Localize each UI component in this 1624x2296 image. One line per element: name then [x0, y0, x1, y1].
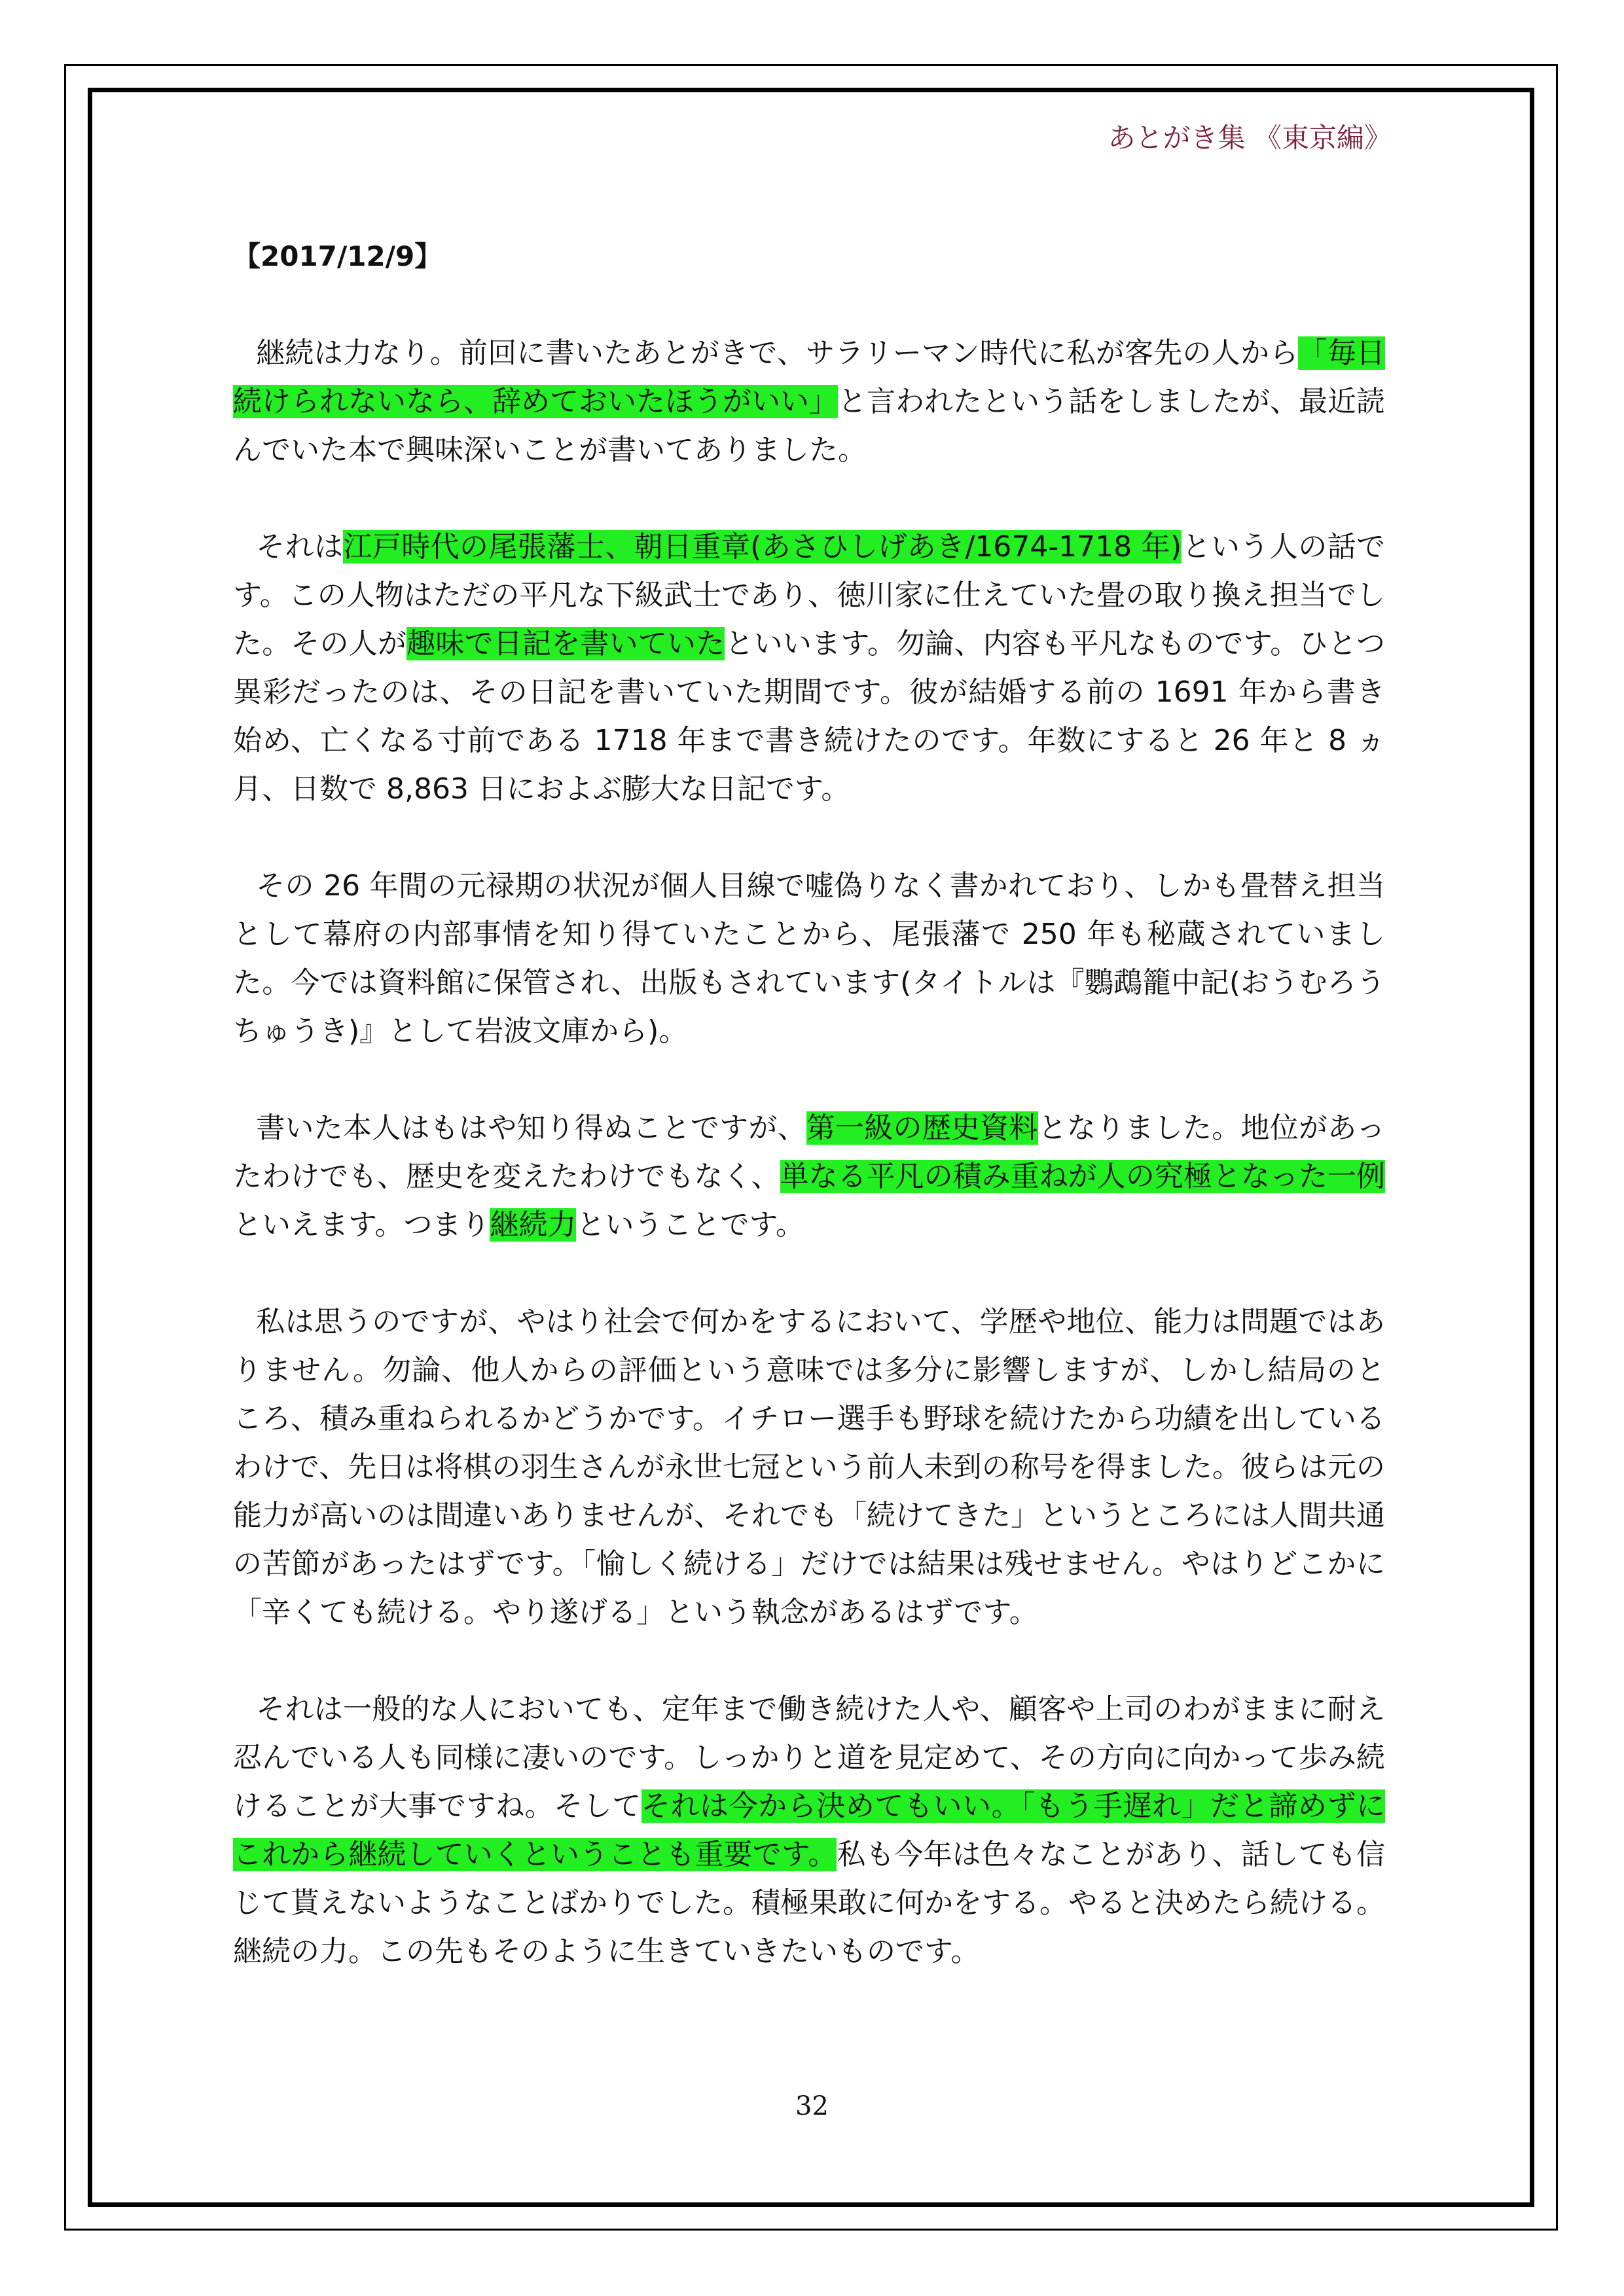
article-body — [233, 232, 1385, 1976]
paragraph-text: 私は思うのですが、やはり社会で何かをするにおいて、学歴や地位、能力は問題ではありません。勿論、他人からの評価という意味では多分に影響しますが、しかし結局のところ、積み重ねられるかどうかです。イチロー選手も野球を続けたから功績を出しているわけで、先日は将棋の羽生さんが永世七冠という前人未到の称号を得ました。彼らは元の能力が高いのは間違いありませんが、それでも「続けてきた」というところには人間共通の苦節があったはずです。「愉しく続ける」だけでは結果は残せません。やはりどこかに「辛くても続ける。やり遂げる」という執念があるはずです。 — [233, 1305, 1385, 1629]
paragraph-text: それは一般的な人においても、定年まで働き続けた人や、顧客や上司のわがままに耐え忍んでいる人も同様に凄いのです。しっかりと道を見定めて、その方向に向かって歩み続けることが大事ですね。そして — [233, 1693, 1385, 1823]
paragraph-6 — [233, 1685, 1385, 1976]
highlighted-text: 第一級の歴史資料 — [806, 1111, 1038, 1145]
highlighted-text: 「毎日続けられないなら、辞めておいたほうがいい」 — [233, 336, 1385, 418]
paragraph-text: 私も今年は色々なことがあり、話しても信じて貰えないようなことばかりでした。積極果敢に何かをする。やると決めたら続ける。継続の力。この先もそのように生きていきたいものです。 — [233, 1838, 1385, 1968]
paragraph-text: それは — [256, 530, 344, 564]
paragraph-3 — [233, 862, 1385, 1056]
paragraph-4 — [233, 1104, 1385, 1249]
highlighted-text: 継続力 — [490, 1208, 577, 1242]
paragraph-text: ということです。 — [576, 1208, 804, 1242]
highlighted-text: 趣味で日記を書いていた — [406, 627, 725, 660]
paragraph-1 — [233, 329, 1385, 475]
page-number: 32 — [795, 2091, 829, 2121]
running-header: あとがき集 《東京編》 — [1108, 122, 1392, 154]
paragraph-5 — [233, 1298, 1385, 1637]
highlighted-text: 単なる平凡の積み重ねが人の究極となった一例 — [780, 1160, 1385, 1193]
paragraph-text: といえます。つまり — [233, 1208, 490, 1242]
paragraph-text: 書いた本人はもはや知り得ぬことですが、 — [256, 1111, 806, 1145]
highlighted-text: それは今から決めてもいい。「もう手遅れ」だと諦めずにこれから継続していくということも重要です。 — [233, 1789, 1386, 1871]
paragraph-2 — [233, 523, 1385, 814]
paragraph-text: という人の話です。この人物はただの平凡な下級武士であり、徳川家に仕えていた畳の取り換え担当でした。その人が — [233, 530, 1386, 660]
paragraph-text: と言われたという話をしましたが、最近読んでいた本で興味深いことが書いてありました。 — [233, 385, 1385, 467]
article-date: 【2017/12/9】 — [233, 240, 442, 272]
paragraph-text: となりました。地位があったわけでも、歴史を変えたわけでもなく、 — [233, 1111, 1386, 1193]
paragraph-text: 継続は力なり。前回に書いたあとがきで、サラリーマン時代に私が客先の人から — [256, 336, 1299, 370]
paragraph-text: といいます。勿論、内容も平凡なものです。ひとつ異彩だったのは、その日記を書いていた期間です。彼が結婚する前の 1691 年から書き始め、亡くなる寸前である 1718 年まで書き続けたのです。年数にすると 26 年と 8 ヵ月、日数で 8,863 日におよぶ膨大な日記です。 — [233, 627, 1386, 806]
highlighted-text: 江戸時代の尾張藩士、朝日重章(あさひしげあき/1674-1718 年) — [343, 530, 1182, 564]
paragraph-text: その 26 年間の元禄期の状況が個人目線で嘘偽りなく書かれており、しかも畳替え担当として幕府の内部事情を知り得ていたことから、尾張藩で 250 年も秘蔵されていました。今では資料館に保管され、出版もされています(タイトルは『鸚鵡籠中記(おうむろうちゅうき)』として岩波文庫から)。 — [233, 869, 1385, 1048]
